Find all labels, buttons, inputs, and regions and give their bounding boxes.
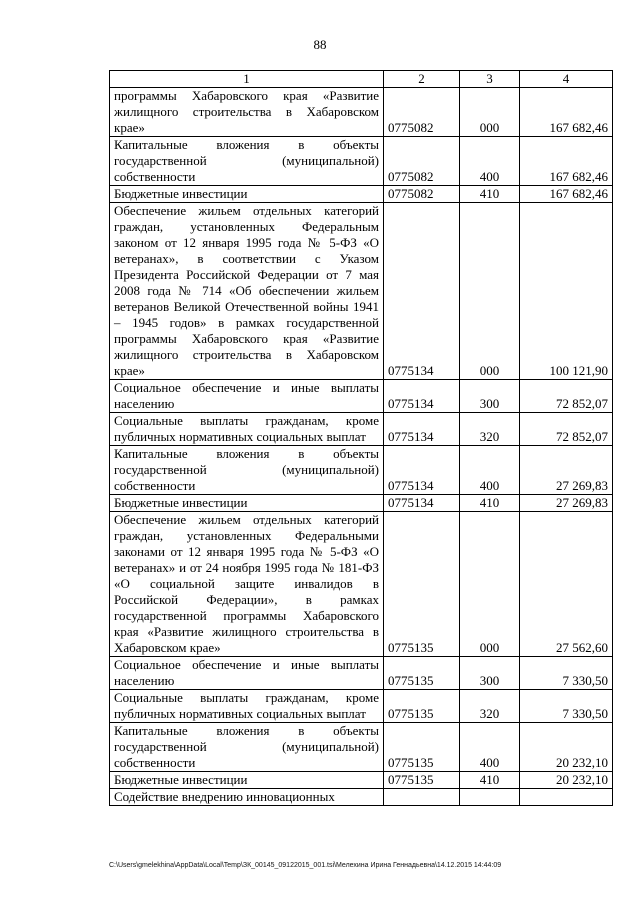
row-amount: 167 682,46: [520, 137, 613, 186]
row-code: 0775134: [384, 446, 460, 495]
row-code: 0775082: [384, 186, 460, 203]
row-amount: 72 852,07: [520, 413, 613, 446]
row-amount: 27 562,60: [520, 512, 613, 657]
row-name: программы Хабаровского края «Развитие жилищного строительства в Хабаровском крае»: [110, 88, 384, 137]
row-type: 400: [460, 137, 520, 186]
row-name: Обеспечение жильем отдельных категорий граждан, установленных Федеральными законами от 12 января 1995 года № 5-ФЗ «О ветеранах» и от 24 ноября 1995 года № 181-ФЗ «О социальной защите инвалидов в Российской Федерации», в рамках государственной программы Хабаровского края «Развитие жилищного строительства в Хабаровском крае»: [110, 512, 384, 657]
table-row: [110, 186, 613, 203]
page-number: 88: [313, 37, 327, 52]
table-row: [110, 495, 613, 512]
table-row: [110, 446, 613, 495]
table-row: [110, 512, 613, 657]
row-amount: 167 682,46: [520, 186, 613, 203]
header-col-4: 4: [520, 71, 613, 88]
row-type: [460, 789, 520, 806]
row-type: 400: [460, 446, 520, 495]
row-name: Социальные выплаты гражданам, кроме публичных нормативных социальных выплат: [110, 413, 384, 446]
file-path-footer: C:\Users\gmelekhina\AppData\Local\Temp\ЗК_00145_09122015_001.tsi\Мелехина Ирина Геннадьевна\14.12.2015 14:44:09: [109, 862, 502, 869]
header-col-1: 1: [110, 71, 384, 88]
row-type: 400: [460, 723, 520, 772]
row-type: 320: [460, 690, 520, 723]
row-name: Социальное обеспечение и иные выплаты населению: [110, 657, 384, 690]
table-row: [110, 88, 613, 137]
row-type: 320: [460, 413, 520, 446]
row-name: Капитальные вложения в объекты государственной (муниципальной) собственности: [110, 723, 384, 772]
table-row: [110, 137, 613, 186]
row-code: 0775134: [384, 495, 460, 512]
row-amount: [520, 789, 613, 806]
budget-table: [109, 70, 613, 806]
header-row: [110, 71, 613, 88]
row-name: Бюджетные инвестиции: [110, 186, 384, 203]
row-type: 410: [460, 495, 520, 512]
table-row: [110, 772, 613, 789]
table-row: [110, 657, 613, 690]
row-amount: 20 232,10: [520, 772, 613, 789]
row-name: Капитальные вложения в объекты государственной (муниципальной) собственности: [110, 137, 384, 186]
row-amount: 100 121,90: [520, 203, 613, 380]
table-row: [110, 203, 613, 380]
row-amount: 27 269,83: [520, 495, 613, 512]
row-amount: 7 330,50: [520, 657, 613, 690]
table-row: [110, 380, 613, 413]
row-code: [384, 789, 460, 806]
row-type: 000: [460, 203, 520, 380]
row-code: 0775135: [384, 657, 460, 690]
row-code: 0775135: [384, 723, 460, 772]
row-name: Бюджетные инвестиции: [110, 772, 384, 789]
row-type: 300: [460, 380, 520, 413]
table-row: [110, 413, 613, 446]
row-name: Бюджетные инвестиции: [110, 495, 384, 512]
header-col-3: 3: [460, 71, 520, 88]
row-name: Содействие внедрению инновационных: [110, 789, 384, 806]
row-code: 0775135: [384, 512, 460, 657]
row-name: Социальные выплаты гражданам, кроме публичных нормативных социальных выплат: [110, 690, 384, 723]
row-amount: 27 269,83: [520, 446, 613, 495]
table-row: [110, 690, 613, 723]
row-code: 0775082: [384, 88, 460, 137]
row-code: 0775134: [384, 203, 460, 380]
row-type: 410: [460, 186, 520, 203]
row-type: 000: [460, 88, 520, 137]
table-row: [110, 723, 613, 772]
row-code: 0775134: [384, 413, 460, 446]
row-code: 0775135: [384, 690, 460, 723]
row-name: Обеспечение жильем отдельных категорий граждан, установленных Федеральным законом от 12 января 1995 года № 5-ФЗ «О ветеранах», в соответствии с Указом Президента Российской Федерации от 7 мая 2008 года № 714 «Об обеспечении жильем ветеранов Великой Отечественной войны 1941 – 1945 годов» в рамках государственной программы Хабаровского края «Развитие жилищного строительства в Хабаровском крае»: [110, 203, 384, 380]
table-row: [110, 789, 613, 806]
row-code: 0775082: [384, 137, 460, 186]
row-amount: 167 682,46: [520, 88, 613, 137]
header-col-2: 2: [384, 71, 460, 88]
row-type: 000: [460, 512, 520, 657]
row-code: 0775134: [384, 380, 460, 413]
row-code: 0775135: [384, 772, 460, 789]
row-type: 300: [460, 657, 520, 690]
row-amount: 72 852,07: [520, 380, 613, 413]
row-amount: 7 330,50: [520, 690, 613, 723]
row-amount: 20 232,10: [520, 723, 613, 772]
row-name: Социальное обеспечение и иные выплаты населению: [110, 380, 384, 413]
row-name: Капитальные вложения в объекты государственной (муниципальной) собственности: [110, 446, 384, 495]
row-type: 410: [460, 772, 520, 789]
